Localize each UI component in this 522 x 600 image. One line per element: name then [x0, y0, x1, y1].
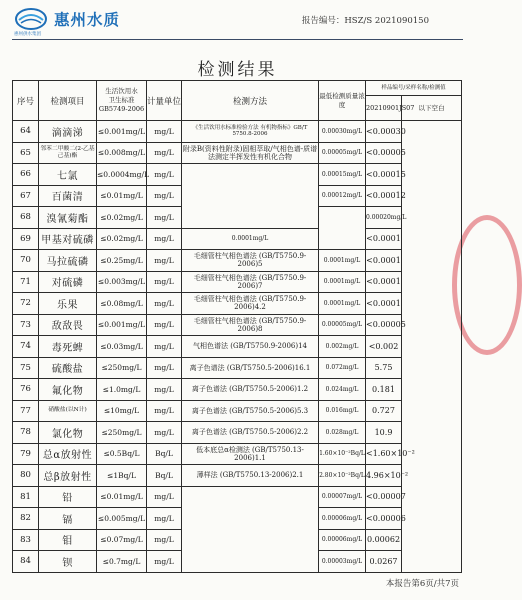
- unit: mg/L: [147, 486, 182, 508]
- standard-limit: ≤250mg/L: [97, 422, 147, 444]
- detection-limit: 0.00006mg/L: [319, 529, 366, 551]
- detection-limit: 0.028mg/L: [319, 422, 366, 444]
- sample-no-header: 20210901JS07: [366, 96, 402, 121]
- item-name: 毒死蜱: [39, 336, 97, 358]
- test-result: <0.00005: [366, 314, 402, 336]
- test-method: 离子色谱法 (GB/T5750.5-2006)16.1: [182, 357, 319, 379]
- detection-limit: 0.016mg/L: [319, 400, 366, 422]
- standard-limit: ≤0.02mg/L: [97, 228, 147, 250]
- detection-limit: 0.00020mg/L: [366, 207, 402, 229]
- results-table: [12, 80, 462, 573]
- test-method: 毛细管柱气相色谱法 (GB/T5750.9-2006)8: [182, 314, 319, 336]
- row-number: 83: [13, 529, 39, 551]
- detection-limit: 0.00005mg/L: [319, 142, 366, 164]
- row-number: 64: [13, 121, 39, 143]
- detection-limit: 0.00012mg/L: [319, 185, 366, 207]
- standard-limit: ≤250mg/L: [97, 357, 147, 379]
- standard-limit: ≤0.07mg/L: [97, 529, 147, 551]
- test-method: 气相色谱法 (GB/T5750.9-2006)14: [182, 336, 319, 358]
- test-result: 0.181: [366, 379, 402, 401]
- row-number: 65: [13, 142, 39, 164]
- standard-limit: ≤0.7mg/L: [97, 551, 147, 573]
- table-row: [13, 271, 462, 293]
- row-number: 74: [13, 336, 39, 358]
- unit: mg/L: [147, 207, 182, 229]
- standard-limit: ≤0.0004mg/L: [97, 164, 147, 186]
- test-method: 低本底总α检测法 (GB/T5750.13-2006)1.1: [182, 443, 319, 465]
- test-result: 5.75: [366, 357, 402, 379]
- test-result: <0.0001: [366, 271, 402, 293]
- blank-column: [402, 121, 462, 573]
- item-name: 硫酸盐: [39, 357, 97, 379]
- row-number: 80: [13, 465, 39, 487]
- detection-limit: 0.002mg/L: [319, 336, 366, 358]
- test-method: 薄样法 (GB/T5750.13-2006)2.1: [182, 465, 319, 487]
- unit: mg/L: [147, 185, 182, 207]
- detection-limit: 0.024mg/L: [319, 379, 366, 401]
- standard-limit: ≤0.003mg/L: [97, 271, 147, 293]
- unit: mg/L: [147, 271, 182, 293]
- col-std-header: [97, 81, 147, 121]
- item-name: 邻苯二甲酸二(2-乙基己基)酯: [39, 142, 97, 164]
- item-name: 甲基对硫磷: [39, 228, 97, 250]
- row-number: 82: [13, 508, 39, 530]
- detection-limit: 0.0001mg/L: [319, 250, 366, 272]
- item-name: 七氯: [39, 164, 97, 186]
- header-row-1: [13, 81, 462, 96]
- col-unit-header: 计量单位: [147, 81, 182, 121]
- company-subtitle: 惠州供水集团: [14, 32, 41, 37]
- unit: Bq/L: [147, 443, 182, 465]
- item-name: 氯化物: [39, 422, 97, 444]
- standard-limit: ≤0.01mg/L: [97, 486, 147, 508]
- test-result: 4.96×10⁻²: [366, 465, 402, 487]
- standard-limit: ≤0.008mg/L: [97, 142, 147, 164]
- standard-limit: ≤0.25mg/L: [97, 250, 147, 272]
- row-number: 72: [13, 293, 39, 315]
- std-header-line1: 生活饮用水: [105, 87, 138, 95]
- standard-limit: ≤1.0mg/L: [97, 379, 147, 401]
- detection-limit: 0.072mg/L: [319, 357, 366, 379]
- item-name: 滴滴涕: [39, 121, 97, 143]
- item-name: 总β放射性: [39, 465, 97, 487]
- detection-limit: 0.00030mg/L: [319, 121, 366, 143]
- table-row: [13, 336, 462, 358]
- col-method-header: 检测方法: [182, 81, 319, 121]
- item-name: 乐果: [39, 293, 97, 315]
- item-name: 溴氰菊酯: [39, 207, 97, 229]
- std-header-line2: 卫生标准: [108, 96, 135, 104]
- table-row: [13, 422, 462, 444]
- detection-limit: 0.00007mg/L: [319, 486, 366, 508]
- detection-limit: 0.0001mg/L: [319, 293, 366, 315]
- table-row: [13, 357, 462, 379]
- test-result: <0.00005: [366, 142, 402, 164]
- page-footer: 本报告第6页/共7页: [385, 579, 459, 589]
- col-seq-header: 序号: [13, 81, 39, 121]
- test-result: <1.60×10⁻²: [366, 443, 402, 465]
- row-number: 73: [13, 314, 39, 336]
- test-result: <0.0001: [366, 293, 402, 315]
- item-name: 硝酸盐(以N计): [39, 400, 97, 422]
- detection-limit: 1.60×10⁻²Bq/L: [319, 443, 366, 465]
- table-row: [13, 314, 462, 336]
- standard-limit: ≤0.03mg/L: [97, 336, 147, 358]
- test-result: <0.002: [366, 336, 402, 358]
- detection-limit: 0.0001mg/L: [319, 271, 366, 293]
- detection-limit: 2.80×10⁻²Bq/L: [319, 465, 366, 487]
- unit: mg/L: [147, 422, 182, 444]
- standard-limit: ≤0.01mg/L: [97, 185, 147, 207]
- unit: mg/L: [147, 336, 182, 358]
- col-item-header: 检测项目: [39, 81, 97, 121]
- test-result: <0.00012: [366, 185, 402, 207]
- table-row: [13, 465, 462, 487]
- test-method: [319, 207, 366, 250]
- unit: mg/L: [147, 293, 182, 315]
- test-result: <0.00007: [366, 486, 402, 508]
- test-method: 附录B(资料性附录)固相萃取/气相色谱-质谱法测定半挥发性有机化合物: [182, 142, 319, 164]
- row-number: 70: [13, 250, 39, 272]
- page-title: 检测结果: [197, 60, 278, 80]
- table-row: [13, 250, 462, 272]
- test-method: 毛细管柱气相色谱法 (GB/T5750.9-2006)5: [182, 250, 319, 272]
- row-number: 71: [13, 271, 39, 293]
- unit: mg/L: [147, 551, 182, 573]
- row-number: 77: [13, 400, 39, 422]
- item-name: 镉: [39, 508, 97, 530]
- test-method: 《生活饮用水标准检验方法 有机物指标》GB/T 5750.8-2006: [182, 121, 319, 143]
- test-result: <0.00015: [366, 164, 402, 186]
- unit: Bq/L: [147, 465, 182, 487]
- table-row: [13, 379, 462, 401]
- test-result: <0.00030: [366, 121, 402, 143]
- unit: mg/L: [147, 379, 182, 401]
- test-result: 0.00062: [366, 529, 402, 551]
- test-method: 毛细管柱气相色谱法 (GB/T5750.9-2006)7: [182, 271, 319, 293]
- unit: mg/L: [147, 250, 182, 272]
- detection-limit: 0.0001mg/L: [182, 228, 319, 250]
- standard-limit: ≤0.5Bq/L: [97, 443, 147, 465]
- item-name: 铅: [39, 486, 97, 508]
- test-result: 10.9: [366, 422, 402, 444]
- sample-note-header: 以下空白: [402, 96, 462, 121]
- row-number: 79: [13, 443, 39, 465]
- table-body: [13, 121, 462, 573]
- test-result: <0.0001: [366, 228, 402, 250]
- test-method: 毛细管柱气相色谱法 (GB/T5750.9-2006)4.2: [182, 293, 319, 315]
- standard-limit: ≤0.001mg/L: [97, 121, 147, 143]
- test-result: <0.0001: [366, 250, 402, 272]
- item-name: 钡: [39, 551, 97, 573]
- test-method: [182, 164, 319, 229]
- row-number: 69: [13, 228, 39, 250]
- detection-limit: 0.00015mg/L: [319, 164, 366, 186]
- unit: mg/L: [147, 142, 182, 164]
- row-number: 78: [13, 422, 39, 444]
- col-sample-header: 样品编号/采样名称/检测值: [366, 81, 462, 96]
- test-method: 离子色谱法 (GB/T5750.5-2006)5.3: [182, 400, 319, 422]
- item-name: 敌敌畏: [39, 314, 97, 336]
- report-number: 报告编号：HSZ/S 2021090150: [301, 16, 429, 26]
- table-row: [13, 164, 462, 186]
- item-name: 钼: [39, 529, 97, 551]
- test-method: 离子色谱法 (GB/T5750.5-2006)1.2: [182, 379, 319, 401]
- standard-limit: ≤1Bq/L: [97, 465, 147, 487]
- company-logo: [14, 7, 48, 31]
- item-name: 对硫磷: [39, 271, 97, 293]
- row-number: 68: [13, 207, 39, 229]
- unit: mg/L: [147, 228, 182, 250]
- unit: mg/L: [147, 400, 182, 422]
- unit: mg/L: [147, 164, 182, 186]
- unit: mg/L: [147, 357, 182, 379]
- item-name: 马拉硫磷: [39, 250, 97, 272]
- row-number: 67: [13, 185, 39, 207]
- col-limit-header: 最低检测质量浓度: [319, 81, 366, 121]
- row-number: 81: [13, 486, 39, 508]
- test-method: [182, 486, 319, 572]
- table-row: [13, 293, 462, 315]
- table-row: [13, 228, 462, 250]
- row-number: 66: [13, 164, 39, 186]
- table-row: [13, 443, 462, 465]
- unit: mg/L: [147, 508, 182, 530]
- item-name: 氟化物: [39, 379, 97, 401]
- test-result: 0.0267: [366, 551, 402, 573]
- std-header-line3: GB5749-2006: [98, 105, 145, 113]
- row-number: 84: [13, 551, 39, 573]
- table-row: [13, 142, 462, 164]
- standard-limit: ≤0.005mg/L: [97, 508, 147, 530]
- standard-limit: ≤0.02mg/L: [97, 207, 147, 229]
- test-result: 0.727: [366, 400, 402, 422]
- test-result: <0.00006: [366, 508, 402, 530]
- unit: mg/L: [147, 314, 182, 336]
- standard-limit: ≤0.08mg/L: [97, 293, 147, 315]
- unit: mg/L: [147, 529, 182, 551]
- detection-limit: 0.00003mg/L: [319, 551, 366, 573]
- standard-limit: ≤0.001mg/L: [97, 314, 147, 336]
- detection-limit: 0.00005mg/L: [319, 314, 366, 336]
- table-row: [13, 400, 462, 422]
- unit: mg/L: [147, 121, 182, 143]
- company-name: 惠州水质: [54, 11, 121, 29]
- header-divider: [12, 39, 463, 40]
- detection-limit: 0.00006mg/L: [319, 508, 366, 530]
- table-row: [13, 121, 462, 143]
- standard-limit: ≤10mg/L: [97, 400, 147, 422]
- item-name: 总α放射性: [39, 443, 97, 465]
- row-number: 76: [13, 379, 39, 401]
- table-row: [13, 486, 462, 508]
- row-number: 75: [13, 357, 39, 379]
- test-method: 离子色谱法 (GB/T5750.5-2006)2.2: [182, 422, 319, 444]
- item-name: 百菌清: [39, 185, 97, 207]
- official-seal: [452, 215, 522, 355]
